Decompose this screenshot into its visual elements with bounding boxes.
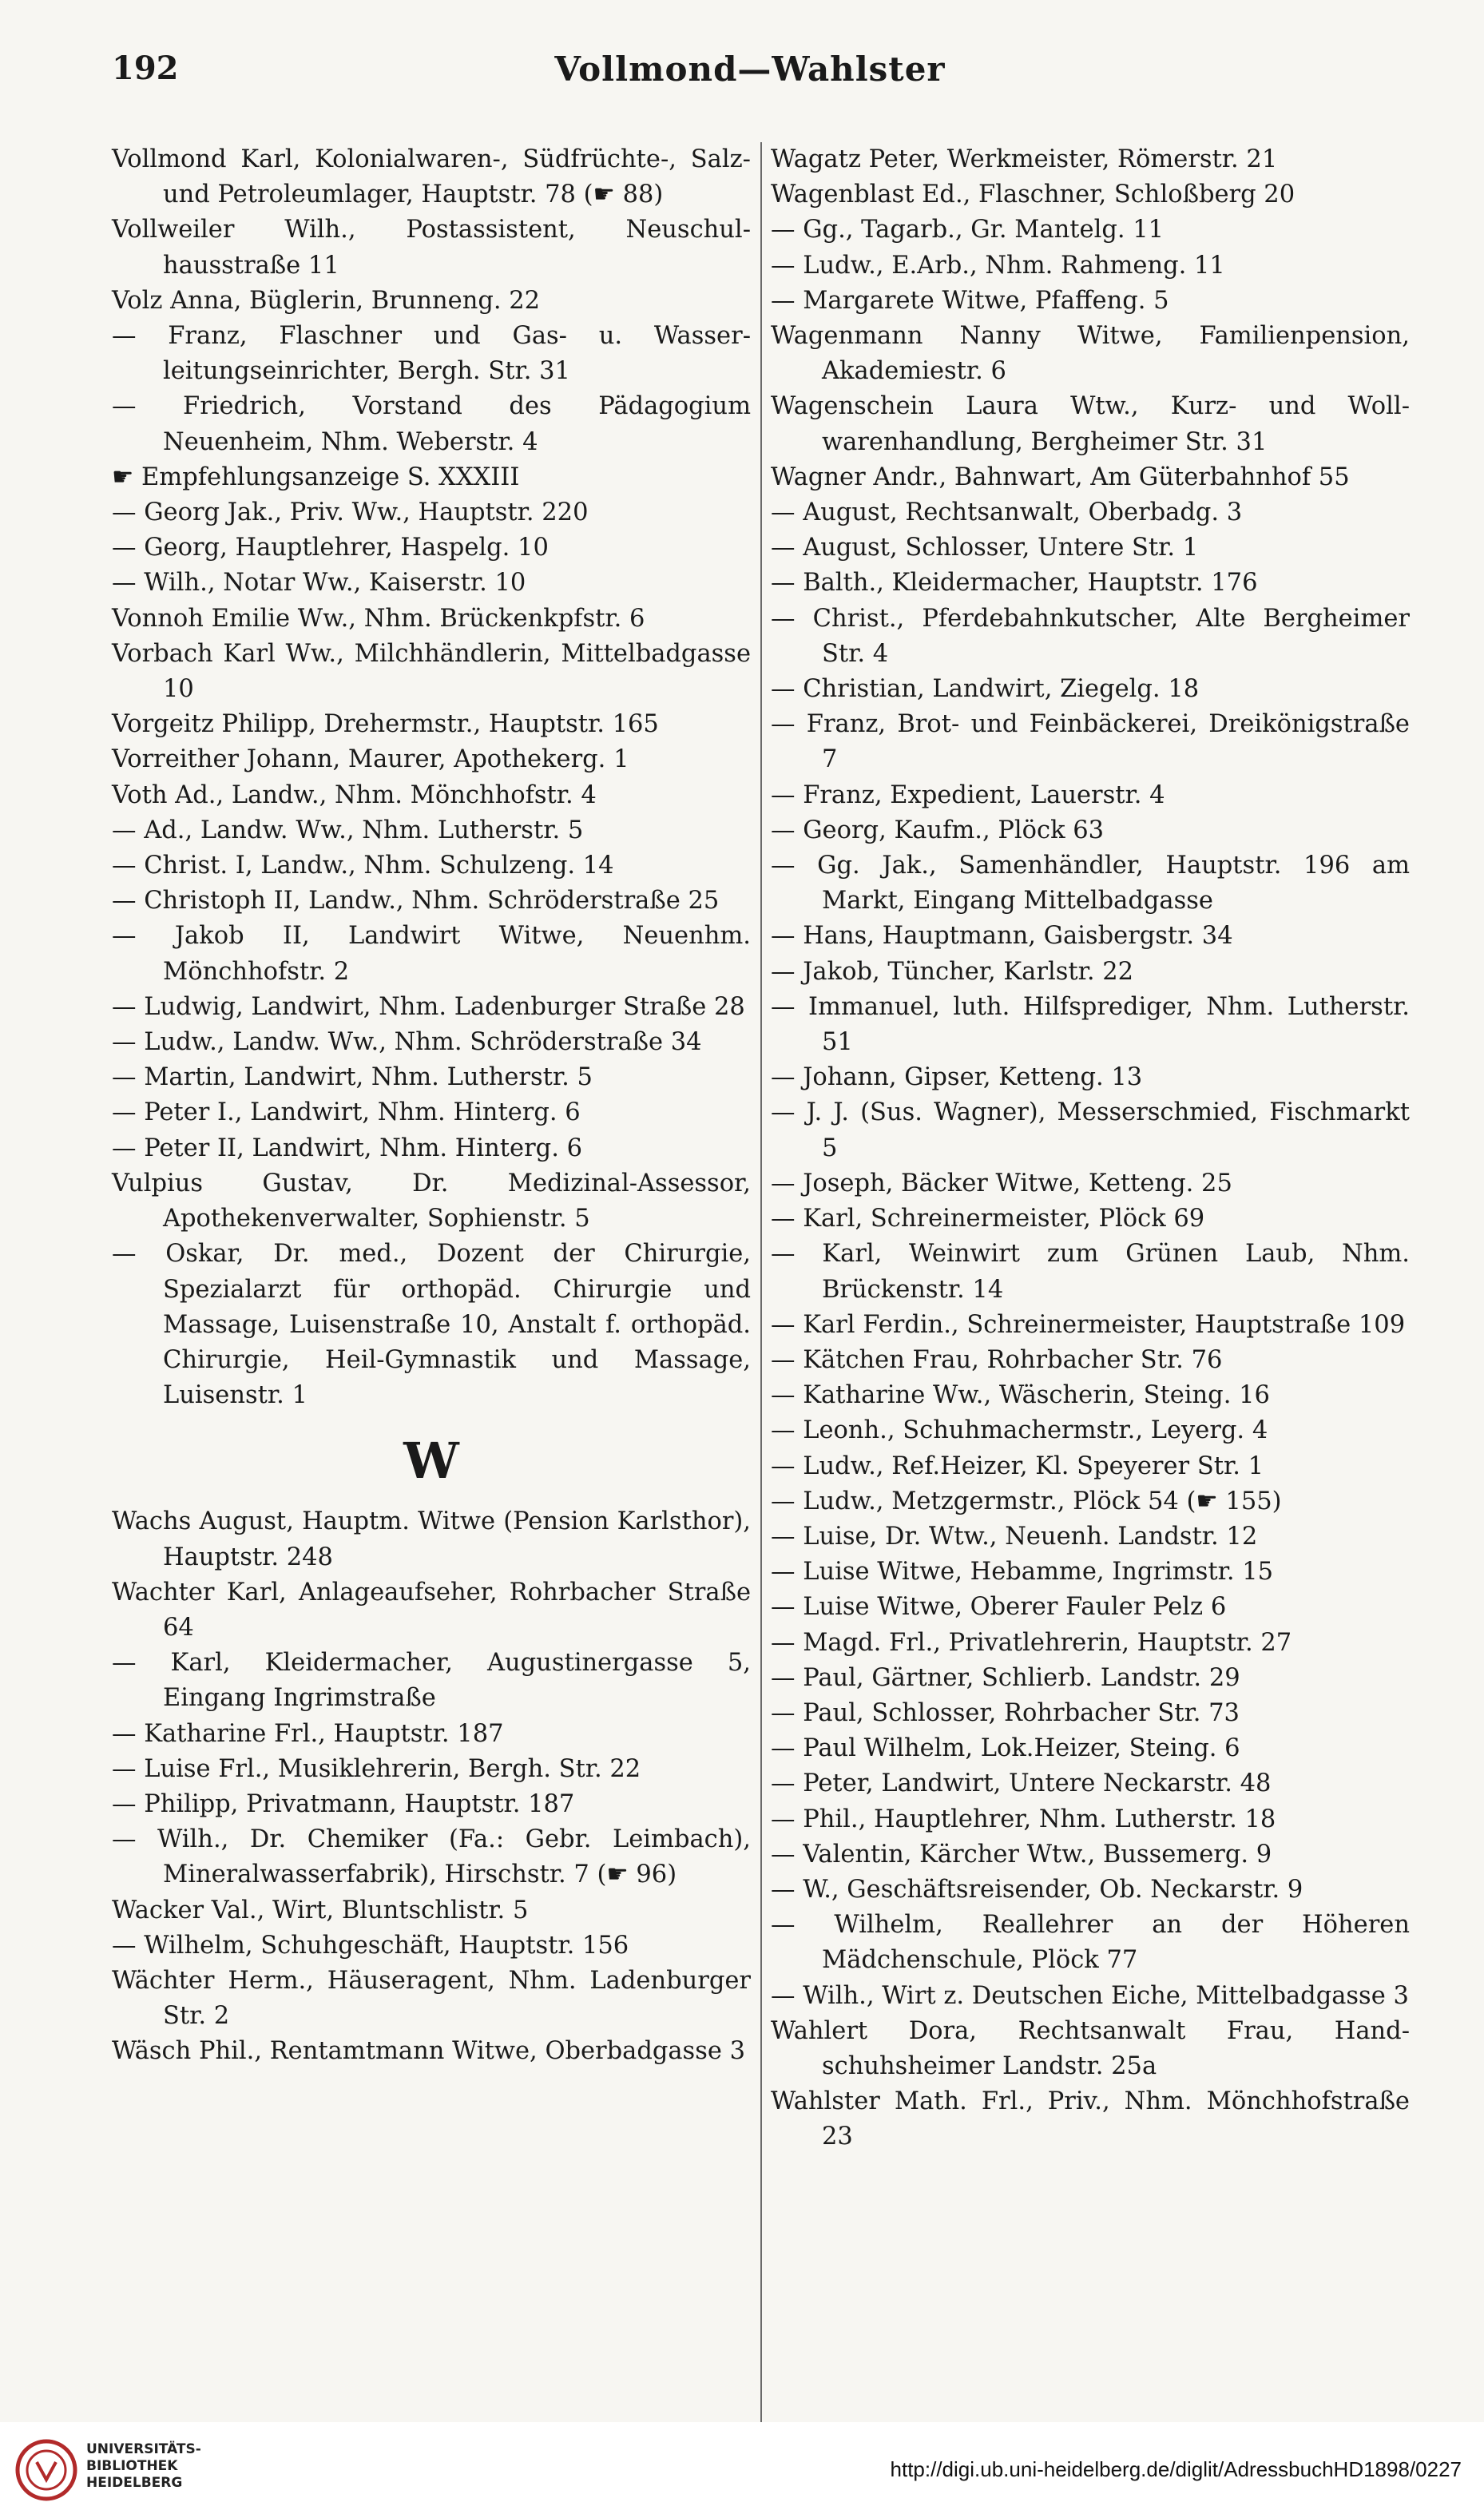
directory-entry: — Franz, Flaschner und Gas- u. Wasserleitungseinrichter, Bergh. Str. 31 bbox=[112, 322, 751, 386]
directory-entry: Wacker Val., Wirt, Bluntschlistr. 5 bbox=[112, 1896, 529, 1924]
directory-entry: — Ludw., Landw. Ww., Nhm. Schröderstraße 34 bbox=[112, 1028, 702, 1057]
directory-entry: — Ad., Landw. Ww., Nhm. Lutherstr. 5 bbox=[112, 816, 584, 844]
directory-entry: — Gg. Jak., Samenhändler, Hauptstr. 196 am Markt, Eingang Mittelbadgasse bbox=[771, 852, 1410, 915]
directory-entry: — Christ. I, Landw., Nhm. Schulzeng. 14 bbox=[112, 852, 614, 880]
directory-entry: — Peter II, Landwirt, Nhm. Hinterg. 6 bbox=[112, 1134, 583, 1162]
footer bbox=[0, 2422, 1484, 2514]
directory-entry: — Valentin, Kärcher Wtw., Bussemerg. 9 bbox=[771, 1840, 1272, 1869]
directory-entry: — Jakob, Tüncher, Karlstr. 22 bbox=[771, 957, 1134, 986]
directory-entry: — Georg, Hauptlehrer, Haspelg. 10 bbox=[112, 534, 549, 562]
source-url[interactable]: http://digi.ub.uni-heidelberg.de/diglit/AdressbuchHD1898/0227 bbox=[890, 2457, 1462, 2481]
right-column bbox=[771, 142, 1410, 2155]
directory-entry: — Friedrich, Vorstand des Pädagogium Neuenheim, Nhm. Weberstr. 4 bbox=[112, 392, 751, 456]
directory-entry: — Paul, Gärtner, Schlierb. Landstr. 29 bbox=[771, 1663, 1240, 1692]
directory-entry: Vorgeitz Philipp, Drehermstr., Hauptstr. 165 bbox=[112, 710, 659, 739]
directory-entry: — Oskar, Dr. med., Dozent der Chirurgie, Spezialarzt für orthopäd. Chirurgie und Massage, Luisenstraße 10, Anstalt f. orthopäd. Chirurgie, Heil-Gymnastik und Massage, Luisenstr. 1 bbox=[112, 1240, 751, 1410]
section-letter: W bbox=[403, 1432, 459, 1491]
directory-entry: — Joseph, Bäcker Witwe, Ketteng. 25 bbox=[771, 1169, 1232, 1197]
directory-entry: — Peter, Landwirt, Untere Neckarstr. 48 bbox=[771, 1769, 1272, 1798]
directory-entry: — Katharine Frl., Hauptstr. 187 bbox=[112, 1719, 504, 1748]
directory-entry: Vorreither Johann, Maurer, Apothekerg. 1 bbox=[112, 745, 629, 774]
directory-entry: Wagenschein Laura Wtw., Kurz- und Wollwarenhandlung, Bergheimer Str. 31 bbox=[771, 392, 1410, 456]
directory-entry: — Luise, Dr. Wtw., Neuenh. Landstr. 12 bbox=[771, 1522, 1258, 1551]
directory-entry: Wagenblast Ed., Flaschner, Schloßberg 20 bbox=[771, 181, 1296, 209]
directory-entry: — Christ., Pferdebahnkutscher, Alte Bergheimer Str. 4 bbox=[771, 604, 1410, 668]
left-entries-v bbox=[112, 142, 751, 1413]
directory-entry: — Paul, Schlosser, Rohrbacher Str. 73 bbox=[771, 1698, 1240, 1727]
directory-entry: — Ludwig, Landwirt, Nhm. Ladenburger Straße 28 bbox=[112, 992, 745, 1021]
directory-entry: — Hans, Hauptmann, Gaisbergstr. 34 bbox=[771, 922, 1233, 951]
directory-entry: Wächter Herm., Häuseragent, Nhm. Ladenburger Str. 2 bbox=[112, 1966, 751, 2031]
directory-entry: — Ludw., Ref.Heizer, Kl. Speyerer Str. 1 bbox=[771, 1452, 1264, 1480]
directory-entry: — Margarete Witwe, Pfaffeng. 5 bbox=[771, 286, 1169, 315]
directory-entry: — W., Geschäftsreisender, Ob. Neckarstr. 9 bbox=[771, 1875, 1303, 1904]
institution-name bbox=[86, 2441, 201, 2492]
directory-entry: — Johann, Gipser, Ketteng. 13 bbox=[771, 1063, 1143, 1092]
directory-entry: — Wilhelm, Reallehrer an der Höheren Mädchenschule, Plöck 77 bbox=[771, 1911, 1410, 1975]
directory-entry: Wachter Karl, Anlageaufseher, Rohrbacher Straße 64 bbox=[112, 1578, 751, 1642]
directory-entry: — Christoph II, Landw., Nhm. Schröderstraße 25 bbox=[112, 887, 720, 915]
directory-entry: Vonnoh Emilie Ww., Nhm. Brückenkpfstr. 6 bbox=[112, 604, 645, 633]
directory-entry: Wahlert Dora, Rechtsanwalt Frau, Handschuhsheimer Landstr. 25a bbox=[771, 2016, 1410, 2080]
directory-entry: — Christian, Landwirt, Ziegelg. 18 bbox=[771, 675, 1200, 704]
directory-entry: — Kätchen Frau, Rohrbacher Str. 76 bbox=[771, 1345, 1223, 1374]
directory-entry: — Leonh., Schuhmachermstr., Leyerg. 4 bbox=[771, 1416, 1268, 1445]
directory-entry: — Luise Frl., Musiklehrerin, Bergh. Str. 22 bbox=[112, 1754, 641, 1783]
directory-entry: — Wilhelm, Schuhgeschäft, Hauptstr. 156 bbox=[112, 1931, 629, 1960]
directory-entry: — August, Schlosser, Untere Str. 1 bbox=[771, 534, 1199, 562]
institution-line: BIBLIOTHEK bbox=[86, 2458, 178, 2474]
directory-entry: — Ludw., Metzgermstr., Plöck 54 (☛ 155) bbox=[771, 1487, 1282, 1515]
directory-entry: — Karl, Schreinermeister, Plöck 69 bbox=[771, 1205, 1205, 1233]
directory-entry: — Magd. Frl., Privatlehrerin, Hauptstr. 27 bbox=[771, 1628, 1292, 1657]
directory-entry: — Karl, Weinwirt zum Grünen Laub, Nhm. Brückenstr. 14 bbox=[771, 1240, 1410, 1304]
directory-entry: — Georg, Kaufm., Plöck 63 bbox=[771, 816, 1105, 844]
directory-entry: — Franz, Expedient, Lauerstr. 4 bbox=[771, 780, 1165, 809]
directory-entry: — August, Rechtsanwalt, Oberbadg. 3 bbox=[771, 498, 1243, 527]
directory-entry: — Karl, Kleidermacher, Augustinergasse 5, Eingang Ingrimstraße bbox=[112, 1649, 751, 1713]
directory-entry: — Karl Ferdin., Schreinermeister, Hauptstraße 109 bbox=[771, 1310, 1406, 1339]
directory-entry: Wäsch Phil., Rentamtmann Witwe, Oberbadgasse 3 bbox=[112, 2037, 745, 2066]
directory-entry: — Wilh., Dr. Chemiker (Fa.: Gebr. Leimbach), Mineralwasserfabrik), Hirschstr. 7 (☛ 96) bbox=[112, 1825, 751, 1889]
page-header bbox=[112, 50, 1388, 97]
directory-entry: — Katharine Ww., Wäscherin, Steing. 16 bbox=[771, 1381, 1270, 1410]
left-column bbox=[112, 142, 751, 2070]
directory-entry: Wahlster Math. Frl., Priv., Nhm. Mönchhofstraße 23 bbox=[771, 2087, 1410, 2151]
directory-entry: — Ludw., E.Arb., Nhm. Rahmeng. 11 bbox=[771, 251, 1225, 280]
university-seal-icon bbox=[14, 2438, 78, 2502]
directory-entry: Volz Anna, Büglerin, Brunneng. 22 bbox=[112, 286, 541, 315]
institution-line: UNIVERSITÄTS- bbox=[86, 2441, 201, 2457]
directory-entry: Vulpius Gustav, Dr. Medizinal-Assessor, Apothekenverwalter, Sophienstr. 5 bbox=[112, 1169, 751, 1233]
directory-entry: — Jakob II, Landwirt Witwe, Neuenhm. Mönchhofstr. 2 bbox=[112, 922, 751, 986]
directory-entry: Wagatz Peter, Werkmeister, Römerstr. 21 bbox=[771, 145, 1278, 173]
directory-entry: — Martin, Landwirt, Nhm. Lutherstr. 5 bbox=[112, 1063, 593, 1092]
running-title: Vollmond—Wahlster bbox=[554, 50, 946, 89]
directory-entry: Vollmond Karl, Kolonialwaren-, Südfrüchte-, Salz- und Petroleumlager, Hauptstr. 78 (☛ 88) bbox=[112, 145, 751, 209]
directory-entry: — Paul Wilhelm, Lok.Heizer, Steing. 6 bbox=[771, 1734, 1240, 1763]
directory-entry: — Wilh., Wirt z. Deutschen Eiche, Mittelbadgasse 3 bbox=[771, 1981, 1409, 2010]
directory-entry: Wagenmann Nanny Witwe, Familienpension, Akademiestr. 6 bbox=[771, 322, 1410, 386]
directory-entry: — Georg Jak., Priv. Ww., Hauptstr. 220 bbox=[112, 498, 589, 527]
directory-entry: Voth Ad., Landw., Nhm. Mönchhofstr. 4 bbox=[112, 780, 597, 809]
directory-entry: — Immanuel, luth. Hilfsprediger, Nhm. Lutherstr. 51 bbox=[771, 992, 1410, 1057]
directory-entry: — Philipp, Privatmann, Hauptstr. 187 bbox=[112, 1789, 575, 1818]
directory-entry: ☛ Empfehlungsanzeige S. XXXIII bbox=[112, 463, 520, 491]
directory-entry: — Phil., Hauptlehrer, Nhm. Lutherstr. 18 bbox=[771, 1805, 1276, 1833]
institution-line: HEIDELBERG bbox=[86, 2475, 183, 2491]
directory-entry: Wachs August, Hauptm. Witwe (Pension Karlsthor), Hauptstr. 248 bbox=[112, 1507, 751, 1571]
page-number: 192 bbox=[112, 50, 179, 87]
directory-entry: — Luise Witwe, Oberer Fauler Pelz 6 bbox=[771, 1593, 1227, 1622]
directory-entry: — Wilh., Notar Ww., Kaiserstr. 10 bbox=[112, 569, 526, 598]
column-divider bbox=[760, 142, 762, 2459]
directory-entry: — Franz, Brot- und Feinbäckerei, Dreikönigstraße 7 bbox=[771, 710, 1410, 774]
directory-entry: Vorbach Karl Ww., Milchhändlerin, Mittelbadgasse 10 bbox=[112, 639, 751, 704]
directory-entry: — Peter I., Landwirt, Nhm. Hinterg. 6 bbox=[112, 1098, 581, 1127]
directory-entry: — J. J. (Sus. Wagner), Messerschmied, Fischmarkt 5 bbox=[771, 1098, 1410, 1162]
directory-entry: Wagner Andr., Bahnwart, Am Güterbahnhof 55 bbox=[771, 463, 1350, 491]
directory-entry: — Gg., Tagarb., Gr. Mantelg. 11 bbox=[771, 216, 1165, 244]
directory-entry: — Balth., Kleidermacher, Hauptstr. 176 bbox=[771, 569, 1258, 598]
directory-entry: Vollweiler Wilh., Postassistent, Neuschulhausstraße 11 bbox=[112, 216, 751, 280]
directory-entry: — Luise Witwe, Hebamme, Ingrimstr. 15 bbox=[771, 1558, 1274, 1587]
left-entries-w bbox=[112, 1504, 751, 2069]
